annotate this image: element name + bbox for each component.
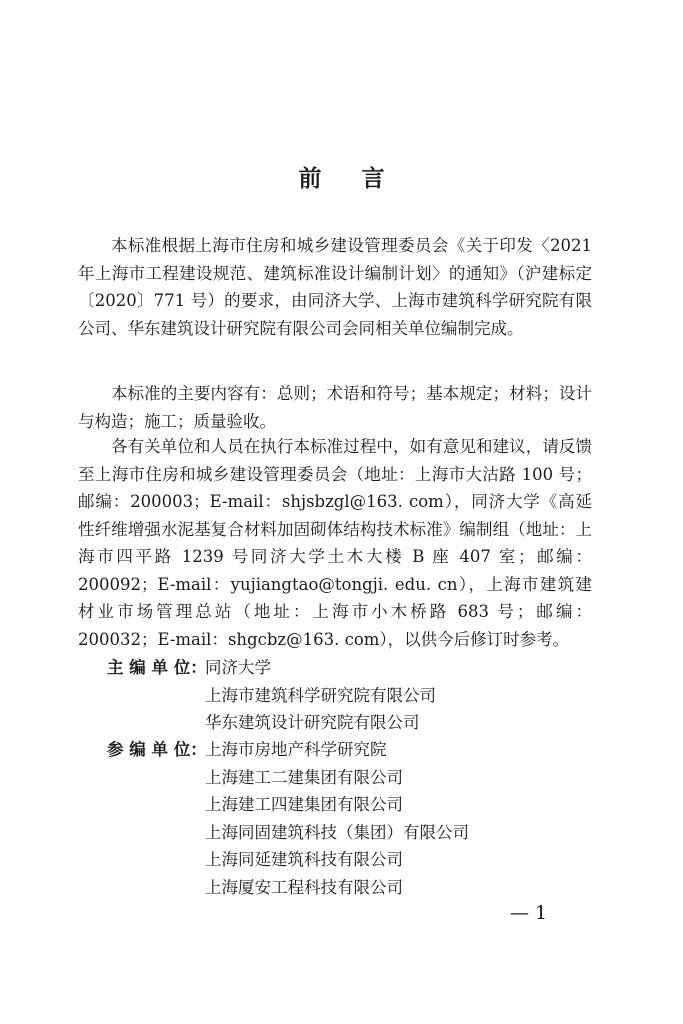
participating-unit-line	[107, 764, 607, 792]
chief-units-label: 主 编 单 位：	[107, 658, 207, 677]
participating-unit-line	[107, 819, 607, 847]
participating-unit: 上海同固建筑科技（集团）有限公司	[205, 822, 469, 842]
preface-paragraph-2: 本标准的主要内容有：总则；术语和符号；基本规定；材料；设计与构造；施工；质量验收。	[78, 384, 592, 431]
chief-unit-line	[107, 654, 607, 682]
page-number: — 1	[510, 902, 548, 924]
chief-editing-units	[107, 654, 607, 737]
chief-unit: 上海市建筑科学研究院有限公司	[205, 685, 436, 705]
participating-unit-line	[107, 736, 607, 764]
preface-paragraph-3: 各有关单位和人员在执行本标准过程中，如有意见和建议，请反馈至上海市住房和城乡建设管理委员会（地址：上海市大沽路 100 号；邮编：200003；E-mail：shjsbzgl@163. com），同济大学《高延性纤维增强水泥基复合材料加固砌体结构技术标准》编制组（地址：上海市四平路 1239 号同济大学土木大楼 B 座 407 室；邮编：200092；E-mail：yujiangtao@tongji. edu. cn），上海市建筑建材业市场管理总站（地址：上海市小木桥路 683 号；邮编：200032；E-mail：shgcbz@163. com），以供今后修订时参考。	[78, 437, 592, 649]
chief-unit: 同济大学	[205, 658, 271, 677]
participating-unit: 上海建工二建集团有限公司	[205, 767, 403, 787]
participating-units-label: 参 编 单 位：	[107, 740, 207, 759]
page-title: 前 言	[298, 166, 401, 192]
participating-unit: 上海市房地产科学研究院	[205, 740, 387, 759]
participating-unit: 上海同延建筑科技有限公司	[205, 850, 403, 869]
chief-unit-line	[107, 709, 607, 737]
participating-units	[107, 736, 607, 901]
participating-unit-line	[107, 874, 607, 902]
chief-unit: 华东建筑设计研究院有限公司	[205, 713, 420, 732]
participating-unit: 上海厦安工程科技有限公司	[205, 877, 403, 897]
preface-paragraph-1: 本标准根据上海市住房和城乡建设管理委员会《关于印发〈2021 年上海市工程建设规范、建筑标准设计编制计划〉的通知》（沪建标定〔2020〕771 号）的要求，由同济大学、上海市建筑科学研究院有限公司、华东建筑设计研究院有限公司会同相关单位编制完成。	[78, 236, 592, 338]
chief-unit-line	[107, 682, 607, 710]
participating-unit-line	[107, 846, 607, 874]
participating-unit: 上海建工四建集团有限公司	[205, 795, 403, 814]
participating-unit-line	[107, 791, 607, 819]
